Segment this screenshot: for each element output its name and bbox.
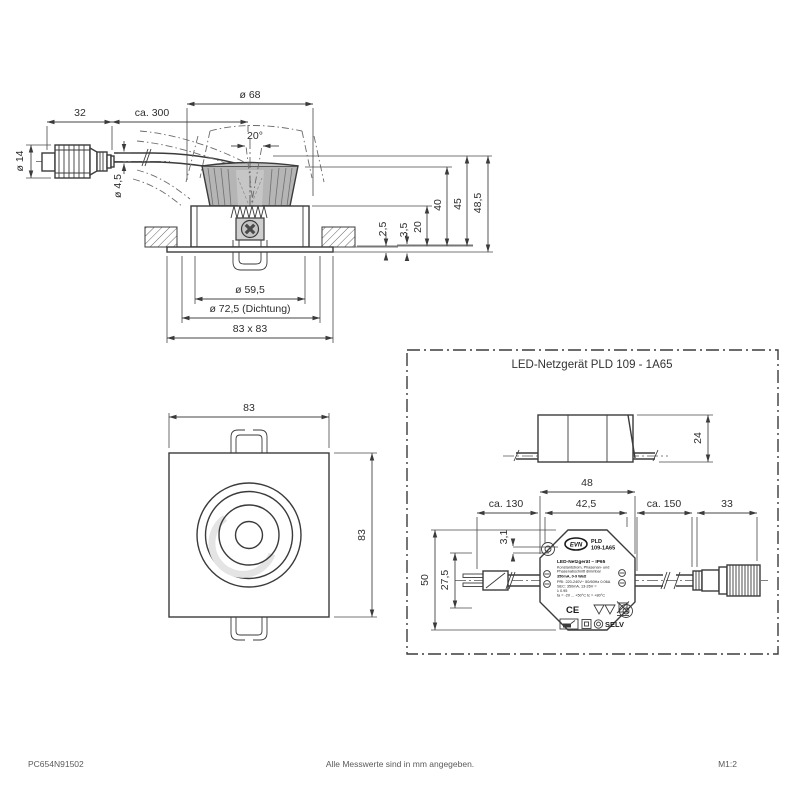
- dim-driver-height: 24: [692, 432, 704, 444]
- dim-seal-diameter: ø 72,5 (Dichtung): [209, 303, 291, 315]
- label-sec: SEC: 350mA, 13-26V =: [557, 584, 597, 589]
- model-line1: PLD: [591, 539, 602, 545]
- label-desc2: Phasenabschnitt dimmbar: [557, 569, 601, 574]
- dim-cutout-diameter: ø 59,5: [235, 284, 265, 296]
- dim-connector-length: 33: [721, 498, 733, 510]
- driver-side-view: [503, 415, 713, 462]
- label-pf: λ 0.95: [557, 589, 568, 593]
- ce-mark: CE: [566, 605, 580, 616]
- dim-head-diameter: ø 68: [239, 89, 261, 101]
- front-view: [169, 402, 377, 642]
- dim-depth-45: 45: [452, 198, 464, 210]
- dim-cable-diameter: ø 4,5: [112, 174, 124, 198]
- drawing-scale: M1:2: [718, 759, 737, 769]
- dim-driver-width: 48: [581, 477, 593, 489]
- model-line2: 109-1A65: [591, 545, 616, 552]
- dim-face-size: 83 x 83: [232, 323, 268, 335]
- section-view: [14, 89, 493, 343]
- dim-driver-inner-height: 27,5: [439, 569, 451, 591]
- dim-seal-gap: 3,5: [398, 222, 410, 238]
- dim-depth-20: 20: [412, 221, 424, 233]
- dim-depth-40: 40: [432, 199, 444, 211]
- dim-hole-spacing: 42,5: [575, 498, 597, 510]
- dim-front-width: 83: [243, 402, 255, 414]
- brand-text: EVN: [569, 542, 583, 549]
- driver-title: LED-Netzgerät PLD 109 - 1A65: [511, 359, 673, 371]
- label-desc1: Konstantstrom, Phasenan- und: [557, 565, 610, 570]
- selv-mark: SELV: [605, 620, 625, 629]
- output-connector: [693, 565, 760, 596]
- mounting-clip-bottom: [231, 617, 267, 642]
- dim-front-height: 83: [356, 529, 368, 541]
- mounting-clip-top: [231, 428, 267, 453]
- dim-plug-length: 32: [74, 107, 86, 119]
- label-type: LED-Netzgerät – IP65: [557, 560, 606, 565]
- dim-hole-offset: 3,1: [498, 529, 510, 545]
- dim-output-cable: ca. 150: [646, 498, 682, 510]
- label-pri: PRI: 220-240V~ 50/60Hz 0.06A: [557, 580, 611, 584]
- units-note: Alle Messwerte sind in mm angegeben.: [325, 759, 475, 769]
- dim-tilt-angle: 20°: [247, 130, 263, 142]
- dim-flange-thickness: 2,5: [377, 221, 389, 237]
- dim-driver-total-height: 50: [419, 574, 431, 586]
- dim-plug-diameter: ø 14: [14, 150, 26, 172]
- dim-input-cable: ca. 130: [488, 498, 524, 510]
- dim-depth-total: 48,5: [472, 192, 484, 214]
- label-temp: ta = -20 ... +50°C tc = +80°C: [557, 593, 605, 598]
- label-power: 350mA, 0-9 Watt: [557, 574, 587, 579]
- driver-section: [407, 350, 778, 654]
- doc-number: PC654N91502: [28, 759, 84, 769]
- fixing-screw: [242, 221, 259, 238]
- dim-cable-length: ca. 300: [134, 107, 170, 119]
- recessed-housing: [167, 206, 333, 270]
- footer: [28, 759, 737, 769]
